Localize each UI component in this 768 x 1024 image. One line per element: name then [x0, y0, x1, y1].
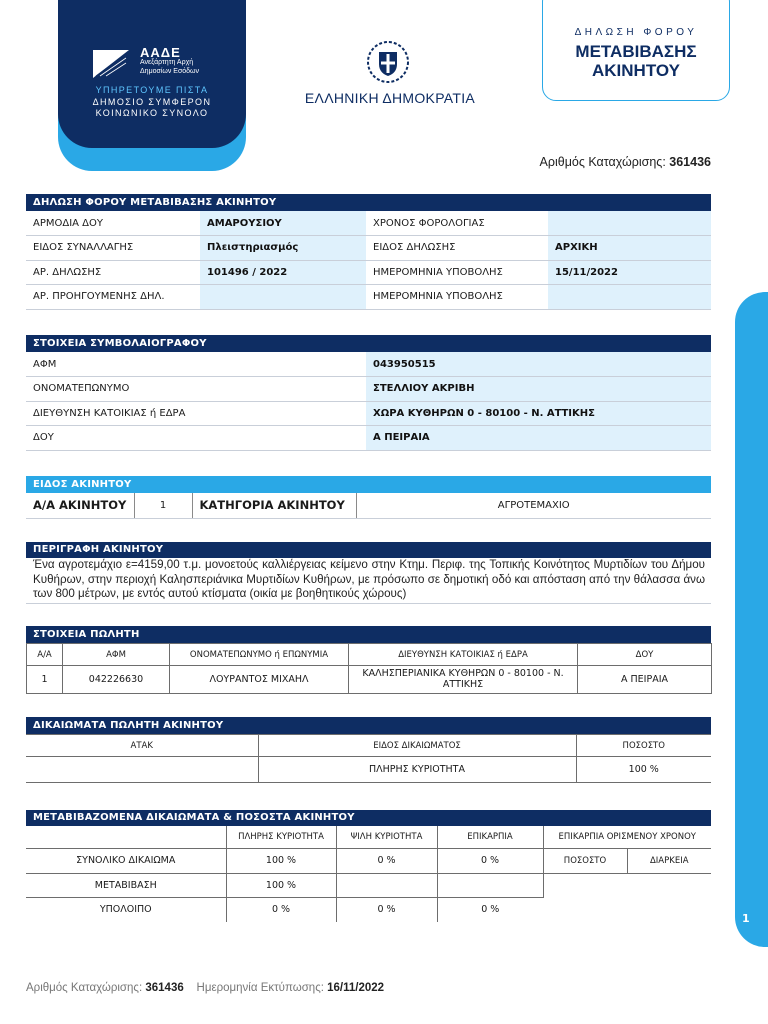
column-header: ΟΝΟΜΑΤΕΠΩΝΥΜΟ ή ΕΠΩΝΥΜΙΑ — [170, 644, 349, 666]
transferred-rights-table — [26, 826, 711, 922]
field-value — [200, 285, 366, 310]
transferred-rights-section — [26, 810, 711, 922]
field-label: ΔΙΕΥΘΥΝΣΗ ΚΑΤΟΙΚΙΑΣ ή ΕΔΡΑ — [26, 401, 366, 426]
rights-type: ΠΛΗΡΗΣ ΚΥΡΙΟΤΗΤΑ — [258, 757, 576, 783]
field-value: 043950515 — [366, 352, 711, 377]
notary-table — [26, 352, 711, 451]
table-row — [26, 285, 711, 310]
table-header-row — [26, 735, 711, 757]
seller-aa: 1 — [27, 666, 63, 694]
logo-subtitle: Ανεξάρτητη Αρχή Δημοσίων Εσόδων — [140, 59, 200, 75]
title-big: ΜΕΤΑΒΙΒΑΣΗΣ ΑΚΙΝΗΤΟΥ — [575, 42, 697, 80]
usufruct-value: 0 % — [437, 897, 543, 922]
table-row — [26, 236, 711, 261]
table-row — [26, 493, 711, 518]
logo-motto: ΥΠΗΡΕΤΟΥΜΕ ΠΙΣΤΑ ΔΗΜΟΣΙΟ ΣΥΜΦΕΡΟΝ ΚΟΙΝΩΝΙΚΟ ΣΥΝΟΛΟ — [92, 85, 212, 118]
notary-section — [26, 335, 711, 451]
empty-cell — [627, 897, 711, 922]
table-row — [26, 897, 711, 922]
column-header: ΠΟΣΟΣΤΟ — [576, 735, 711, 757]
field-label: ΟΝΟΜΑΤΕΠΩΝΥΜΟ — [26, 377, 366, 402]
table-row — [27, 666, 712, 694]
property-type-table — [26, 493, 711, 519]
column-header: ΔΟΥ — [578, 644, 712, 666]
field-value: Πλειστηριασμός — [200, 236, 366, 261]
seller-afm: 042226630 — [63, 666, 170, 694]
field-label: ΑΡ. ΔΗΛΩΣΗΣ — [26, 260, 200, 285]
field-value: 15/11/2022 — [548, 260, 711, 285]
rights-percentage: 100 % — [576, 757, 711, 783]
field-value: ΣΤΕΛΛΙΟΥ ΑΚΡΙΒΗ — [366, 377, 711, 402]
table-row — [26, 260, 711, 285]
table-row — [26, 757, 711, 783]
table-row — [26, 873, 711, 897]
section-title: ΔΗΛΩΣΗ ΦΟΡΟΥ ΜΕΤΑΒΙΒΑΣΗΣ ΑΚΙΝΗΤΟΥ — [26, 194, 711, 211]
column-header: ΑΦΜ — [63, 644, 170, 666]
aa-value: 1 — [134, 493, 192, 518]
property-type-section — [26, 476, 711, 519]
document-title-box — [542, 0, 730, 101]
declaration-table — [26, 211, 711, 310]
column-subheader: ΠΟΣΟΣΤΟ — [543, 848, 627, 873]
column-header: ΠΛΗΡΗΣ ΚΥΡΙΟΤΗΤΑ — [226, 826, 336, 848]
bare-ownership-value: 0 % — [336, 897, 437, 922]
column-header: ΕΠΙΚΑΡΠΙΑ — [437, 826, 543, 848]
rights-atak — [26, 757, 258, 783]
property-description: Ένα αγροτεμάχιο ε=4159,00 τ.μ. μονοετούς καλλιέργειας κείμενο στην Κτημ. Περιφ. της Τοπικής Κοινότητος Μυρτιδίων του Δήμου Κυθήρων, στην περιοχή Καλησπεριάνικα Μυρτιδίων Κυθήρων, με πρόσωπο σε δημοτική οδό και απόσταση από την θάλασσα άνω των 800 μέτρων, με εντός αυτού κτίσματα (οικία με βοηθητικούς χώρους) — [26, 558, 711, 604]
field-label: ΕΙΔΟΣ ΣΥΝΑΛΛΑΓΗΣ — [26, 236, 200, 261]
field-value: 101496 / 2022 — [200, 260, 366, 285]
table-row — [26, 848, 711, 873]
section-title: ΣΤΟΙΧΕΙΑ ΣΥΜΒΟΛΑΙΟΓΡΑΦΟΥ — [26, 335, 711, 352]
field-value — [548, 285, 711, 310]
usufruct-value — [437, 873, 543, 897]
column-subheader: ΔΙΑΡΚΕΙΑ — [627, 848, 711, 873]
footer: Αριθμός Καταχώρισης: 361436 Ημερομηνία Εκτύπωσης: 16/11/2022 — [26, 982, 385, 994]
field-value: ΑΜΑΡΟΥΣΙΟΥ — [200, 211, 366, 236]
table-row — [26, 401, 711, 426]
bare-ownership-value — [336, 873, 437, 897]
seller-address: ΚΑΛΗΣΠΕΡΙΑΝΙΚΑ ΚΥΘΗΡΩΝ 0 - 80100 - Ν. ΑΤΤΙΚΗΣ — [349, 666, 578, 694]
row-label: ΜΕΤΑΒΙΒΑΣΗ — [26, 873, 226, 897]
rights-section — [26, 717, 711, 783]
column-header: Α/Α — [27, 644, 63, 666]
republic-title: ΕΛΛΗΝΙΚΗ ΔΗΜΟΚΡΑΤΙΑ — [304, 90, 476, 106]
full-ownership-value: 100 % — [226, 848, 336, 873]
field-value: ΧΩΡΑ ΚΥΘΗΡΩΝ 0 - 80100 - Ν. ΑΤΤΙΚΗΣ — [366, 401, 711, 426]
aade-logo — [58, 0, 246, 148]
aa-label: Α/Α ΑΚΙΝΗΤΟΥ — [26, 493, 134, 518]
row-label: ΥΠΟΛΟΙΠΟ — [26, 897, 226, 922]
empty-cell — [543, 897, 627, 922]
title-small: ΔΗΛΩΣΗ ΦΟΡΟΥ — [574, 27, 698, 38]
aade-logo-icon — [92, 48, 132, 80]
column-header: ΨΙΛΗ ΚΥΡΙΟΤΗΤΑ — [336, 826, 437, 848]
column-header: ΕΙΔΟΣ ΔΙΚΑΙΩΜΑΤΟΣ — [258, 735, 576, 757]
seller-section — [26, 626, 711, 694]
table-row — [26, 211, 711, 236]
row-label: ΣΥΝΟΛΙΚΟ ΔΙΚΑΙΩΜΑ — [26, 848, 226, 873]
empty-header-cell — [26, 826, 226, 848]
seller-name: ΛΟΥΡΑΝΤΟΣ ΜΙΧΑΗΛ — [170, 666, 349, 694]
description-section — [26, 542, 711, 604]
declaration-section — [26, 194, 711, 310]
seller-table — [26, 643, 712, 694]
logo-name: ΑΑΔΕ — [140, 45, 181, 60]
field-label: ΔΟΥ — [26, 426, 366, 451]
field-value — [548, 211, 711, 236]
side-page-tab — [735, 292, 768, 947]
bare-ownership-value: 0 % — [336, 848, 437, 873]
column-header: ΕΠΙΚΑΡΠΙΑ ΟΡΙΣΜΕΝΟΥ ΧΡΟΝΟΥ — [543, 826, 711, 848]
field-value: ΑΡΧΙΚΗ — [548, 236, 711, 261]
table-header-row — [26, 826, 711, 848]
category-label: ΚΑΤΗΓΟΡΙΑ ΑΚΙΝΗΤΟΥ — [192, 493, 356, 518]
column-header: ΑΤΑΚ — [26, 735, 258, 757]
section-title: ΜΕΤΑΒΙΒΑΖΟΜΕΝΑ ΔΙΚΑΙΩΜΑΤΑ & ΠΟΣΟΣΤΑ ΑΚΙΝΗΤΟΥ — [26, 810, 711, 826]
registration-number: Αριθμός Καταχώρισης: 361436 — [539, 155, 711, 169]
column-header: ΔΙΕΥΘΥΝΣΗ ΚΑΤΟΙΚΙΑΣ ή ΕΔΡΑ — [349, 644, 578, 666]
field-label: ΕΙΔΟΣ ΔΗΛΩΣΗΣ — [366, 236, 548, 261]
rights-table — [26, 734, 711, 783]
section-title: ΔΙΚΑΙΩΜΑΤΑ ΠΩΛΗΤΗ ΑΚΙΝΗΤΟΥ — [26, 717, 711, 734]
seller-doy: Α ΠΕΙΡΑΙΑ — [578, 666, 712, 694]
section-title: ΕΙΔΟΣ ΑΚΙΝΗΤΟΥ — [26, 476, 711, 493]
empty-cell — [543, 873, 627, 897]
section-title: ΠΕΡΙΓΡΑΦΗ ΑΚΙΝΗΤΟΥ — [26, 542, 711, 558]
full-ownership-value: 0 % — [226, 897, 336, 922]
section-title: ΣΤΟΙΧΕΙΑ ΠΩΛΗΤΗ — [26, 626, 711, 643]
field-label: ΗΜΕΡΟΜΗΝΙΑ ΥΠΟΒΟΛΗΣ — [366, 285, 548, 310]
field-label: ΗΜΕΡΟΜΗΝΙΑ ΥΠΟΒΟΛΗΣ — [366, 260, 548, 285]
field-label: ΑΡ. ΠΡΟΗΓΟΥΜΕΝΗΣ ΔΗΛ. — [26, 285, 200, 310]
table-row — [26, 377, 711, 402]
page-number: 1 — [742, 912, 750, 925]
field-label: ΧΡΟΝΟΣ ΦΟΡΟΛΟΓΙΑΣ — [366, 211, 548, 236]
field-value: Α ΠΕΙΡΑΙΑ — [366, 426, 711, 451]
usufruct-value: 0 % — [437, 848, 543, 873]
field-label: ΑΡΜΟΔΙΑ ΔΟΥ — [26, 211, 200, 236]
table-row — [26, 426, 711, 451]
table-row — [26, 352, 711, 377]
table-header-row — [27, 644, 712, 666]
greek-coat-of-arms-icon — [366, 40, 410, 84]
field-label: ΑΦΜ — [26, 352, 366, 377]
empty-cell — [627, 873, 711, 897]
category-value: ΑΓΡΟΤΕΜΑΧΙΟ — [356, 493, 711, 518]
full-ownership-value: 100 % — [226, 873, 336, 897]
